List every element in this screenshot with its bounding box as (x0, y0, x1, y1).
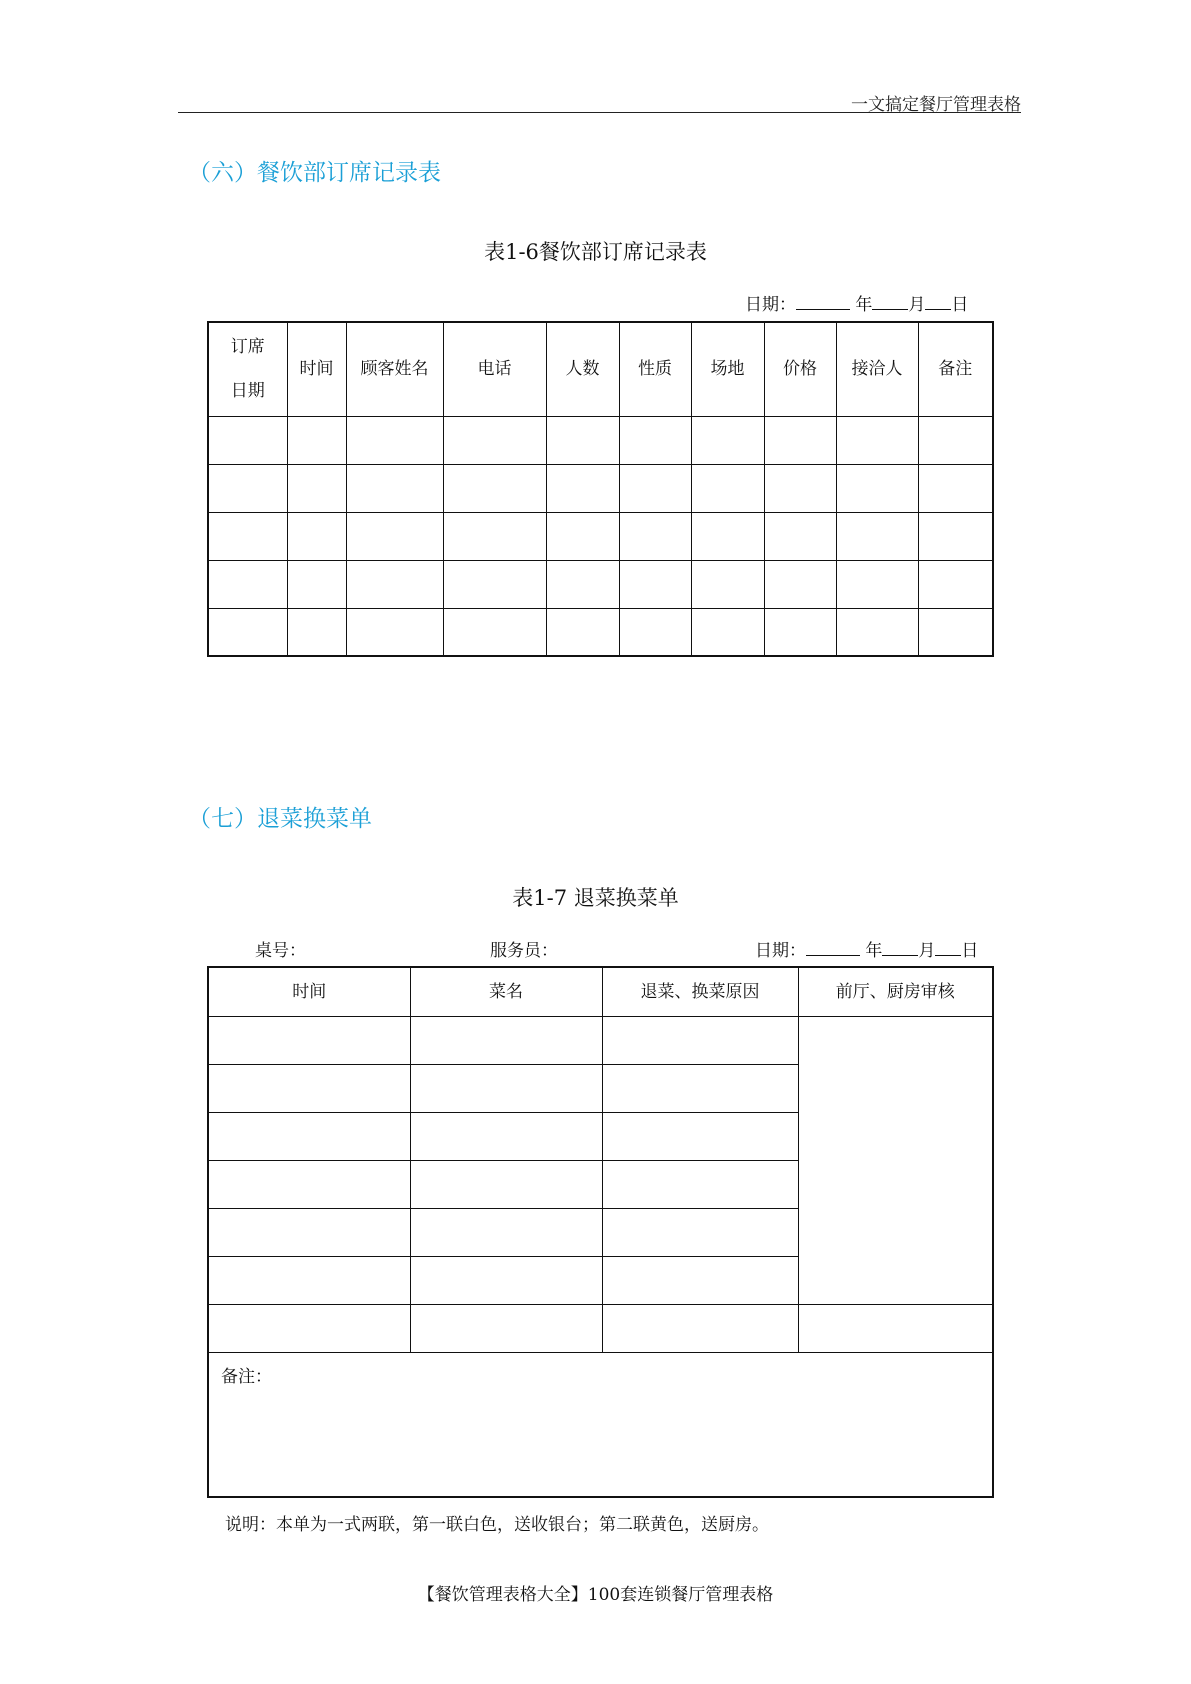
table-cell[interactable] (764, 560, 836, 608)
table-cell[interactable] (208, 512, 287, 560)
table-cell[interactable] (410, 1112, 602, 1160)
remark-cell[interactable] (208, 1352, 993, 1497)
col-approval: 前厅、厨房审核 (798, 967, 993, 1016)
col-phone: 电话 (443, 322, 546, 416)
table-cell[interactable] (918, 608, 993, 656)
table-cell[interactable] (443, 464, 546, 512)
table-cell[interactable] (546, 464, 619, 512)
section-6-title: （六）餐饮部订席记录表 (188, 160, 441, 186)
table-cell[interactable] (208, 416, 287, 464)
table-cell[interactable] (346, 608, 443, 656)
table-row (208, 416, 993, 464)
table-cell[interactable] (619, 560, 691, 608)
table-cell[interactable] (836, 416, 918, 464)
table-cell[interactable] (346, 512, 443, 560)
table-cell[interactable] (691, 464, 764, 512)
table-cell[interactable] (602, 1208, 798, 1256)
col-reason: 退菜、换菜原因 (602, 967, 798, 1016)
date-label: 日期： (755, 941, 806, 961)
table-no-label: 桌号： (255, 941, 306, 961)
date-blank-month[interactable] (872, 295, 908, 310)
date-blank-year[interactable] (796, 295, 850, 310)
table-cell[interactable] (602, 1256, 798, 1304)
table-cell[interactable] (836, 608, 918, 656)
month-label: 月 (908, 295, 926, 315)
table-cell[interactable] (443, 560, 546, 608)
col-contact-person: 接洽人 (836, 322, 918, 416)
table-row (208, 464, 993, 512)
month-label: 月 (918, 941, 936, 961)
table-cell[interactable] (619, 608, 691, 656)
table-cell[interactable] (836, 464, 918, 512)
table-cell[interactable] (691, 512, 764, 560)
col-price: 价格 (764, 322, 836, 416)
date-blank-month[interactable] (882, 941, 918, 956)
dish-return-exchange-table (207, 966, 994, 1498)
table-cell[interactable] (443, 512, 546, 560)
instruction-note: 说明：本单为一式两联，第一联白色，送收银台；第二联黄色，送厨房。 (225, 1515, 769, 1535)
table-cell[interactable] (208, 608, 287, 656)
col-remarks: 备注 (918, 322, 993, 416)
table-cell[interactable] (602, 1112, 798, 1160)
table-1-7-caption: 表1-7 退菜换菜单 (512, 886, 679, 910)
table-cell[interactable] (287, 416, 346, 464)
col-guest-count: 人数 (546, 322, 619, 416)
approval-merged-cell[interactable] (798, 1016, 993, 1304)
table-header-row (208, 322, 993, 416)
col-venue: 场地 (691, 322, 764, 416)
table-cell[interactable] (764, 416, 836, 464)
section-7-title: （七）退菜换菜单 (188, 806, 372, 832)
table-1-7-date-line (755, 936, 978, 961)
table-cell[interactable] (691, 608, 764, 656)
table-cell[interactable] (410, 1256, 602, 1304)
table-cell[interactable] (691, 560, 764, 608)
day-label: 日 (951, 295, 969, 315)
table-row (208, 512, 993, 560)
col-time: 时间 (287, 322, 346, 416)
date-blank-day[interactable] (925, 295, 951, 310)
table-cell[interactable] (602, 1160, 798, 1208)
table-cell[interactable] (546, 560, 619, 608)
table-cell[interactable] (208, 1304, 410, 1352)
table-cell[interactable] (918, 416, 993, 464)
table-cell[interactable] (619, 512, 691, 560)
table-cell[interactable] (546, 512, 619, 560)
table-cell[interactable] (836, 560, 918, 608)
page-footer: 【餐饮管理表格大全】100套连锁餐厅管理表格 (417, 1585, 774, 1605)
remark-row (208, 1352, 993, 1497)
table-row (208, 560, 993, 608)
table-cell[interactable] (208, 1112, 410, 1160)
table-row (208, 608, 993, 656)
table-cell[interactable] (208, 1256, 410, 1304)
table-cell[interactable] (346, 416, 443, 464)
table-cell[interactable] (443, 608, 546, 656)
col-nature: 性质 (619, 322, 691, 416)
table-cell[interactable] (410, 1016, 602, 1064)
table-cell[interactable] (410, 1208, 602, 1256)
table-cell[interactable] (546, 608, 619, 656)
table-cell[interactable] (287, 464, 346, 512)
year-label: 年 (855, 295, 873, 315)
table-cell[interactable] (208, 1016, 410, 1064)
table-cell[interactable] (918, 560, 993, 608)
col-time: 时间 (208, 967, 410, 1016)
table-cell[interactable] (410, 1304, 602, 1352)
day-label: 日 (961, 941, 979, 961)
col-booking-date: 订席 日期 (208, 322, 287, 416)
table-cell[interactable] (546, 416, 619, 464)
table-cell[interactable] (208, 1160, 410, 1208)
table-1-6-caption: 表1-6餐饮部订席记录表 (484, 240, 707, 264)
table-1-6-date-line (745, 290, 968, 315)
table-no-line (255, 936, 306, 961)
table-cell[interactable] (208, 464, 287, 512)
table-cell[interactable] (410, 1064, 602, 1112)
table-cell[interactable] (764, 512, 836, 560)
remark-label: 备注： (221, 1366, 272, 1387)
table-cell[interactable] (619, 464, 691, 512)
table-cell[interactable] (836, 512, 918, 560)
table-cell[interactable] (691, 416, 764, 464)
table-cell[interactable] (287, 608, 346, 656)
table-cell[interactable] (602, 1016, 798, 1064)
table-row (208, 1016, 993, 1064)
date-blank-year[interactable] (806, 941, 860, 956)
booking-record-table (207, 321, 994, 657)
table-cell[interactable] (918, 464, 993, 512)
table-cell[interactable] (208, 1208, 410, 1256)
col-guest-name: 顾客姓名 (346, 322, 443, 416)
table-row (208, 1304, 993, 1352)
table-cell[interactable] (287, 512, 346, 560)
table-cell[interactable] (918, 512, 993, 560)
table-cell[interactable] (619, 416, 691, 464)
table-cell[interactable] (602, 1064, 798, 1112)
date-blank-day[interactable] (935, 941, 961, 956)
table-cell[interactable] (798, 1304, 993, 1352)
table-cell[interactable] (208, 1064, 410, 1112)
table-header-row (208, 967, 993, 1016)
header-divider (178, 112, 1021, 113)
table-cell[interactable] (410, 1160, 602, 1208)
table-cell[interactable] (346, 464, 443, 512)
table-cell[interactable] (764, 464, 836, 512)
col-dish-name: 菜名 (410, 967, 602, 1016)
table-cell[interactable] (764, 608, 836, 656)
page-header: 一文搞定餐厅管理表格 (851, 95, 1021, 115)
table-cell[interactable] (602, 1304, 798, 1352)
table-cell[interactable] (287, 560, 346, 608)
table-cell[interactable] (443, 416, 546, 464)
year-label: 年 (865, 941, 883, 961)
table-cell[interactable] (346, 560, 443, 608)
server-line (490, 936, 558, 961)
server-label: 服务员： (490, 941, 558, 961)
table-cell[interactable] (208, 560, 287, 608)
date-label: 日期： (745, 295, 796, 315)
